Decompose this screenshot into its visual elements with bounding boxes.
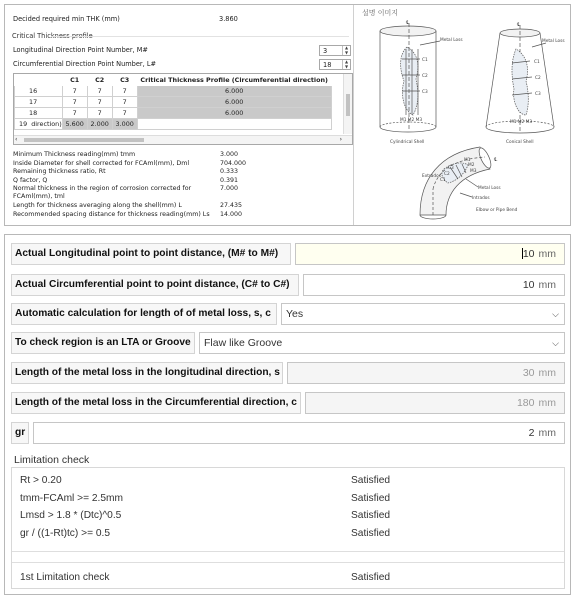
- result-value: 704.000: [220, 159, 247, 167]
- gr-input[interactable]: [33, 422, 565, 444]
- thickness-table: [14, 74, 332, 130]
- limitation-check-title: Limitation check: [14, 454, 90, 466]
- diagram-centerline-mark: ℄: [406, 20, 410, 26]
- divider: [12, 551, 564, 552]
- scroll-right-icon[interactable]: ›: [339, 136, 342, 143]
- cell-c2[interactable]: 7: [87, 108, 112, 119]
- cell-c2[interactable]: 7: [87, 86, 112, 97]
- top-panel: [4, 4, 571, 226]
- row-number-text: 19: [19, 120, 28, 128]
- group-divider: [51, 36, 349, 37]
- unit-label: mm: [538, 397, 556, 409]
- limitation-status: Satisfied: [351, 475, 391, 486]
- diagram-centerline-mark: ℄: [517, 22, 521, 28]
- unit-label: mm: [538, 248, 556, 260]
- long-point-number-value: 3: [323, 47, 328, 55]
- result-label: Length for thickness averaging along the shell(mm) L: [13, 202, 182, 210]
- diagram-metal-loss-label: Metal Loss: [440, 38, 463, 43]
- table-row[interactable]: [15, 97, 332, 108]
- diagram-metal-loss-label: Metal Loss: [542, 39, 565, 44]
- long-distance-value: 10: [522, 248, 535, 260]
- cell-c1[interactable]: 7: [62, 97, 87, 108]
- long-distance-input[interactable]: [295, 243, 565, 265]
- result-row: [13, 151, 348, 160]
- result-value: 7.000: [220, 185, 239, 193]
- unit-label: mm: [538, 367, 556, 379]
- limitation-row: [20, 475, 391, 486]
- gr-value: 2: [528, 427, 535, 439]
- diagram-metal-loss-label: Metal Loss: [478, 186, 501, 191]
- result-row: [13, 211, 348, 220]
- result-row: [13, 160, 348, 169]
- chevron-down-icon[interactable]: ⌵: [552, 309, 559, 319]
- diagram-m1-label: M1: [464, 158, 471, 163]
- cell-c3[interactable]: 7: [112, 86, 137, 97]
- description-image-title: 설명 이미지: [362, 9, 399, 17]
- cell-ctp: 6.000: [137, 86, 331, 97]
- row-number: 18: [15, 108, 63, 119]
- circ-distance-input[interactable]: [303, 274, 565, 296]
- conical-shell-label: Conical Shell: [506, 140, 534, 145]
- limitation-status: Satisfied: [351, 510, 391, 521]
- result-row: [13, 168, 348, 177]
- diagram-c1-label: C1: [440, 178, 446, 183]
- diagram-m-points-label: M1 M2 M3: [510, 120, 533, 125]
- result-row: [13, 185, 348, 202]
- s-length-value: 30: [522, 367, 535, 379]
- result-label: Normal thickness in the region of corrosion corrected for FCAml(mm), tml: [13, 185, 192, 201]
- limitation-label: tmm-FCAml >= 2.5mm: [20, 493, 124, 504]
- cell-c3[interactable]: 7: [112, 97, 137, 108]
- region-selected: Flaw like Groove: [204, 337, 283, 349]
- unit-label: mm: [538, 279, 556, 291]
- s-length-input[interactable]: [287, 362, 565, 384]
- divider: [12, 562, 564, 563]
- row-number: 17: [15, 97, 63, 108]
- diagram-extrados-label: Extrados: [422, 174, 441, 179]
- limitation-row: [20, 510, 391, 521]
- circ-distance-value: 10: [522, 279, 535, 291]
- col-header-c3: C3: [112, 75, 137, 86]
- result-row: [13, 202, 348, 211]
- description-image-panel: [353, 5, 571, 225]
- limitation-label: Rt > 0.20: [20, 475, 62, 486]
- diagram-c2-label: C2: [535, 76, 541, 81]
- result-value: 14.000: [220, 210, 243, 218]
- diagram-c1-label: C1: [534, 60, 540, 65]
- long-point-number-stepper[interactable]: [319, 45, 351, 56]
- cell-c1[interactable]: 7: [62, 108, 87, 119]
- long-point-number-label: Longitudinal Direction Point Number, M#: [13, 46, 148, 54]
- cell-c3[interactable]: 7: [112, 108, 137, 119]
- grid-horizontal-scrollbar[interactable]: [14, 135, 353, 144]
- gr-label: gr: [11, 422, 29, 444]
- thickness-grid[interactable]: [13, 73, 353, 145]
- row-number: [15, 119, 63, 130]
- col-header-c1: C1: [62, 75, 87, 86]
- diagram-m-points-label: M1 M2 M3: [400, 118, 423, 123]
- thickness-profile-panel: [5, 5, 353, 225]
- cell-ctp: 6.000: [137, 108, 331, 119]
- first-limitation-status: Satisfied: [351, 572, 391, 583]
- required-thk-value: 3.860: [219, 15, 238, 23]
- scroll-thumb[interactable]: [24, 138, 144, 142]
- spin-arrows-icon[interactable]: ▲ ▼: [342, 60, 350, 69]
- circ-point-number-stepper[interactable]: [319, 59, 351, 70]
- region-label: To check region is an LTA or Groove: [11, 332, 195, 354]
- cylindrical-shell-label: Cylindrical Shell: [390, 140, 425, 145]
- limitation-label: gr / ((1-Rt)tc) >= 0.5: [20, 528, 111, 539]
- cell-c1: 5.600: [62, 119, 87, 130]
- circ-distance-label: Actual Circumferential point to point distance, (C# to C#): [11, 274, 299, 296]
- diagram-c2-label: C2: [444, 172, 450, 177]
- result-label: Q factor, Q: [13, 176, 48, 184]
- critical-thickness-profile-group: Critical Thickness profile: [12, 32, 93, 40]
- diagram-c2-label: C2: [422, 74, 428, 79]
- col-header-c2: C2: [87, 75, 112, 86]
- limitation-row: [20, 493, 391, 504]
- diagram-centerline-mark: ℄: [494, 157, 498, 163]
- diagram-m3-label: M3: [470, 169, 477, 174]
- grid-vertical-scrollbar[interactable]: [343, 74, 352, 134]
- result-value: 3.000: [220, 151, 239, 158]
- diagram-c3-label: C3: [535, 92, 541, 97]
- cell-c2[interactable]: 7: [87, 97, 112, 108]
- auto-calc-dropdown[interactable]: [281, 303, 565, 325]
- diagram-c1-label: C1: [422, 58, 428, 63]
- long-distance-label: Actual Longitudinal point to point distance, (M# to M#): [11, 243, 291, 265]
- result-value: 27.435: [220, 202, 243, 210]
- limitation-status: Satisfied: [351, 493, 391, 504]
- auto-calc-label: Automatic calculation for length of of metal loss, s, c: [11, 303, 277, 325]
- unit-label: mm: [538, 427, 556, 439]
- cell-c3: 3.000: [112, 119, 137, 130]
- diagram-intrados-label: Intrados: [472, 196, 490, 201]
- c-length-value: 180: [516, 397, 535, 409]
- result-value: 0.391: [220, 176, 239, 184]
- result-row: [13, 177, 348, 186]
- limitation-label: Lmsd > 1.8 * (Dtc)^0.5: [20, 510, 122, 521]
- result-label: Recommended spacing distance for thickness reading(mm) Ls: [13, 210, 210, 218]
- spin-arrows-icon[interactable]: ▲ ▼: [342, 46, 350, 55]
- scroll-left-icon[interactable]: ‹: [15, 136, 18, 143]
- cell-ctp: [137, 119, 331, 130]
- circ-point-number-value: 18: [323, 61, 332, 69]
- col-header-ctp: Critical Thickness Profile (Circumferential direction): [137, 75, 331, 86]
- table-row[interactable]: [15, 108, 332, 119]
- input-form-panel: [4, 234, 571, 595]
- first-limitation-label: 1st Limitation check: [20, 572, 110, 583]
- table-row[interactable]: [15, 119, 332, 130]
- col-header-index: [15, 75, 63, 86]
- diagram-c3-label: C3: [422, 90, 428, 95]
- row-number: 16: [15, 86, 63, 97]
- first-limitation-row: [20, 572, 391, 583]
- metal-loss-diagram: [360, 19, 566, 221]
- diagram-m2-label: M2: [468, 163, 475, 168]
- auto-calc-selected: Yes: [286, 308, 304, 320]
- cylinder-shape: [380, 23, 440, 132]
- s-length-label: Length of the metal loss in the longitudinal direction, s: [11, 362, 283, 384]
- result-label: Minimum Thickness reading(mm) tmm: [13, 151, 136, 158]
- limitation-check-box: [11, 467, 565, 589]
- c-length-input[interactable]: [305, 392, 565, 414]
- table-row[interactable]: [15, 86, 332, 97]
- results-list: [13, 151, 348, 220]
- c-length-label: Length of the metal loss in the Circumferential direction, c: [11, 392, 301, 414]
- table-header-row: [15, 75, 332, 86]
- required-thk-label: Decided required min THK (mm): [13, 15, 120, 23]
- result-label: Remaining thickness ratio, Rt: [13, 168, 106, 176]
- row-header-overflow: direction): [31, 120, 62, 128]
- result-value: 0.333: [220, 168, 239, 176]
- cell-c1[interactable]: 7: [62, 86, 87, 97]
- scroll-thumb[interactable]: [346, 94, 350, 116]
- limitation-status: Satisfied: [351, 528, 391, 539]
- circ-point-number-label: Circumferential Direction Point Number, L#: [13, 60, 157, 68]
- cell-ctp: 6.000: [137, 97, 331, 108]
- region-dropdown[interactable]: [199, 332, 565, 354]
- diagram-c3-label: C3: [448, 166, 454, 171]
- limitation-row: [20, 528, 391, 539]
- result-label: Inside Diameter for shell corrected for FCAml(mm), Dml: [13, 159, 190, 167]
- cell-c2: 2.000: [87, 119, 112, 130]
- elbow-label: Elbow or Pipe Bend: [476, 208, 518, 213]
- chevron-down-icon[interactable]: ⌵: [552, 338, 559, 348]
